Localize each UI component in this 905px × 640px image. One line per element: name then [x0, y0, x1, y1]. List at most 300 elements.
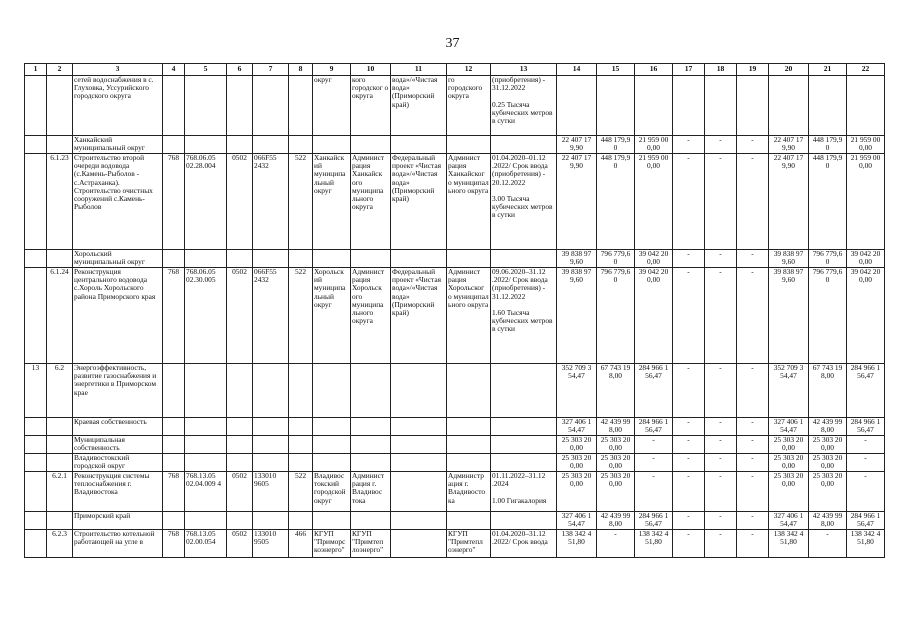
table-cell [289, 418, 313, 436]
table-cell: 67 743 19 8,00 [597, 364, 635, 418]
table-cell: КГУП "Приморс коэнерго" [313, 530, 351, 558]
table-cell: - [737, 136, 769, 154]
table-cell: - [737, 454, 769, 472]
table-row [25, 76, 885, 136]
col-header: 20 [769, 64, 809, 76]
table-cell: 09.06.2020–31.12 .2022/ Срок ввода (приобретения) - 31.12.2022 1.60 Тысяча кубических метров в сутки [491, 268, 557, 364]
table-cell: - [737, 512, 769, 530]
col-header: 3 [73, 64, 163, 76]
table-cell: 6.1.23 [47, 154, 73, 250]
table-cell: 0502 [227, 154, 253, 250]
header-row [25, 64, 885, 76]
table-cell: 768.13.05 02.00.054 [185, 530, 227, 558]
table-cell [25, 154, 47, 250]
table-cell: 284 966 1 56,47 [847, 364, 885, 418]
table-cell: Приморский край [73, 512, 163, 530]
table-cell: - [673, 512, 705, 530]
table-cell: Админист рация Хорольск ого муниципа льного округа [351, 268, 391, 364]
table-cell [447, 418, 491, 436]
table-cell [185, 454, 227, 472]
table-cell [391, 136, 447, 154]
col-header: 18 [705, 64, 737, 76]
table-cell [447, 250, 491, 268]
table-cell [227, 364, 253, 418]
table-cell [447, 512, 491, 530]
table-cell [447, 454, 491, 472]
table-cell: 6.2.3 [47, 530, 73, 558]
table-cell [351, 436, 391, 454]
table-cell [391, 250, 447, 268]
table-cell [313, 512, 351, 530]
table-cell [163, 418, 185, 436]
table-cell: - [673, 418, 705, 436]
table-cell: 768.13.05 02.04.009 4 [185, 472, 227, 512]
table-cell: 352 709 3 54,47 [769, 364, 809, 418]
table-cell: 6.2.1 [47, 472, 73, 512]
table-cell: 39 042 20 0,00 [635, 250, 673, 268]
table-row [25, 418, 885, 436]
table-row [25, 512, 885, 530]
table-cell: 13 [25, 364, 47, 418]
table-cell [163, 136, 185, 154]
table-cell [25, 268, 47, 364]
table-cell: вода»/«Чистая вода» (Приморский край) [391, 76, 447, 136]
table-cell: го городского округа [447, 76, 491, 136]
table-cell [47, 418, 73, 436]
col-header: 7 [253, 64, 289, 76]
col-header: 19 [737, 64, 769, 76]
col-header: 21 [809, 64, 847, 76]
table-cell: - [705, 436, 737, 454]
table-cell [391, 530, 447, 558]
table-cell [289, 364, 313, 418]
table-cell: 768 [163, 268, 185, 364]
table-cell: - [705, 154, 737, 250]
table-cell [47, 250, 73, 268]
table-cell [391, 436, 447, 454]
table-cell [25, 76, 47, 136]
table-cell [769, 76, 809, 136]
table-cell [253, 436, 289, 454]
table-cell: 466 [289, 530, 313, 558]
table-cell: 448 179,9 0 [809, 136, 847, 154]
table-cell: Админист рация Ханкайск ого муниципа льного округа [351, 154, 391, 250]
col-header: 1 [25, 64, 47, 76]
table-cell: 796 779,6 0 [597, 268, 635, 364]
table-cell [491, 250, 557, 268]
table-cell: 39 838 97 9,60 [769, 250, 809, 268]
table-cell: - [673, 530, 705, 558]
table-cell [227, 512, 253, 530]
table-cell: 796 779,6 0 [597, 250, 635, 268]
table-cell: Реконструкция системы теплоснабжения г. Владивостока [73, 472, 163, 512]
table-cell [227, 418, 253, 436]
table-cell [253, 364, 289, 418]
table-cell: 327 406 1 54,47 [557, 418, 597, 436]
table-cell [227, 454, 253, 472]
table-cell [25, 530, 47, 558]
table-cell: 39 042 20 0,00 [847, 268, 885, 364]
table-cell [289, 136, 313, 154]
table-cell: - [705, 472, 737, 512]
table-cell [447, 136, 491, 154]
table-cell: 768 [163, 530, 185, 558]
table-cell: - [705, 512, 737, 530]
table-cell: Администр ация г. Владивосто ка [447, 472, 491, 512]
table-cell: Реконструкция центрального водовода с.Хороль Хорольского района Приморского края [73, 268, 163, 364]
table-cell: Ханкайский муниципальный округ [73, 136, 163, 154]
table-cell [351, 512, 391, 530]
table-cell [163, 76, 185, 136]
table-cell: Строительство второй очереди водовода (с.Камень-Рыболов - с.Астраханка). Строительство очистных сооружений с.Камень-Рыболов [73, 154, 163, 250]
col-header: 5 [185, 64, 227, 76]
table-cell: Владивос токский городской округ [313, 472, 351, 512]
table-cell: - [673, 436, 705, 454]
table-cell: Краевая собственность [73, 418, 163, 436]
table-row [25, 530, 885, 558]
table-cell: 138 342 4 51,80 [769, 530, 809, 558]
col-header: 22 [847, 64, 885, 76]
table-cell: - [737, 364, 769, 418]
table-cell: - [737, 436, 769, 454]
table-cell: - [673, 364, 705, 418]
table-row [25, 436, 885, 454]
table-cell [289, 512, 313, 530]
table-cell [447, 436, 491, 454]
col-header: 10 [351, 64, 391, 76]
table-cell [491, 454, 557, 472]
table-cell: 67 743 19 8,00 [809, 364, 847, 418]
table-cell: Хорольск ий муниципа льный округ [313, 268, 351, 364]
table-cell [491, 364, 557, 418]
table-cell [351, 418, 391, 436]
table-cell: Федеральный проект «Чистая вода»/«Чистая вода» (Приморский край) [391, 268, 447, 364]
table-cell: 01.04.2020–01.12 .2022/ Срок ввода (приобретения) - 20.12.2022 3.00 Тысяча кубических метров в сутки [491, 154, 557, 250]
table-cell: 138 342 4 51,80 [847, 530, 885, 558]
table-cell [163, 454, 185, 472]
table-cell: 39 838 97 9,60 [557, 250, 597, 268]
table-cell [289, 76, 313, 136]
table-cell: 522 [289, 154, 313, 250]
table-cell [313, 418, 351, 436]
table-cell [47, 512, 73, 530]
table-cell: 21 959 00 0,00 [635, 136, 673, 154]
table-cell: 21 959 00 0,00 [635, 154, 673, 250]
table-cell [25, 512, 47, 530]
table-cell: - [705, 268, 737, 364]
table-cell [253, 250, 289, 268]
table-cell: 448 179,9 0 [597, 136, 635, 154]
table-cell: 22 407 17 9,90 [557, 136, 597, 154]
col-header: 4 [163, 64, 185, 76]
table-cell: 327 406 1 54,47 [769, 512, 809, 530]
table-cell: 42 439 99 8,00 [809, 418, 847, 436]
table-cell: 25 303 20 0,00 [557, 436, 597, 454]
table-cell [227, 76, 253, 136]
table-cell: - [737, 472, 769, 512]
table-cell [809, 76, 847, 136]
table-cell [25, 436, 47, 454]
table-cell [253, 136, 289, 154]
table-cell: 284 966 1 56,47 [635, 364, 673, 418]
table-cell [351, 136, 391, 154]
table-cell [25, 418, 47, 436]
col-header: 12 [447, 64, 491, 76]
table-cell [351, 364, 391, 418]
table-cell: 352 709 3 54,47 [557, 364, 597, 418]
table-cell: 448 179,9 0 [809, 154, 847, 250]
table-cell [491, 136, 557, 154]
table-cell: 25 303 20 0,00 [597, 436, 635, 454]
table-cell [313, 250, 351, 268]
table-cell [253, 512, 289, 530]
table-cell: 21 959 00 0,00 [847, 154, 885, 250]
table-cell [185, 136, 227, 154]
table-cell: сетей водоснабжения в с. Глуховка, Уссурийского городского округа [73, 76, 163, 136]
col-header: 17 [673, 64, 705, 76]
table-cell: 39 838 97 9,60 [769, 268, 809, 364]
table-row [25, 136, 885, 154]
table-cell [163, 436, 185, 454]
table-cell [351, 454, 391, 472]
table-cell [447, 364, 491, 418]
table-cell [391, 512, 447, 530]
table-cell: 25 303 20 0,00 [557, 454, 597, 472]
table-cell: 284 966 1 56,47 [847, 418, 885, 436]
table-cell: 0502 [227, 530, 253, 558]
table-cell [185, 512, 227, 530]
table-cell: (приобретения) - 31.12.2022 0.25 Тысяча кубических метров в сутки [491, 76, 557, 136]
table-row [25, 268, 885, 364]
table-cell: 133010 9605 [253, 472, 289, 512]
table-cell [705, 76, 737, 136]
table-cell [47, 136, 73, 154]
table-cell: - [705, 364, 737, 418]
table-cell: - [705, 136, 737, 154]
table-cell [391, 418, 447, 436]
table-cell: Админист рация Хорольског о муниципал ьного округа [447, 268, 491, 364]
table-cell: 284 966 1 56,47 [635, 418, 673, 436]
table-cell: 768.06.05 02.30.005 [185, 268, 227, 364]
table-cell: - [635, 472, 673, 512]
table-cell: 25 303 20 0,00 [597, 472, 635, 512]
table-cell [289, 250, 313, 268]
table-cell: - [673, 268, 705, 364]
table-cell: 327 406 1 54,47 [557, 512, 597, 530]
table-cell: кого городског о округа [351, 76, 391, 136]
table-cell: - [847, 472, 885, 512]
table-cell [47, 454, 73, 472]
table-cell: - [809, 530, 847, 558]
col-header: 8 [289, 64, 313, 76]
table-cell: 768 [163, 154, 185, 250]
table-cell [313, 136, 351, 154]
table-cell: 01.11.2022–31.12 .2024 1.00 Гигакалория [491, 472, 557, 512]
table-cell: - [673, 136, 705, 154]
table-cell: Муниципальная собственность [73, 436, 163, 454]
table-cell [351, 250, 391, 268]
table-cell [391, 454, 447, 472]
table-cell: 138 342 4 51,80 [635, 530, 673, 558]
col-header: 14 [557, 64, 597, 76]
table-cell: 768 [163, 472, 185, 512]
table-cell [253, 454, 289, 472]
table-cell: 066F55 2432 [253, 154, 289, 250]
table-cell: 39 838 97 9,60 [557, 268, 597, 364]
table-cell: - [705, 530, 737, 558]
table-cell [185, 76, 227, 136]
table-cell: 25 303 20 0,00 [597, 454, 635, 472]
table-cell: - [673, 154, 705, 250]
table-cell [289, 436, 313, 454]
table-cell [227, 250, 253, 268]
table-cell [313, 436, 351, 454]
table-cell: - [673, 250, 705, 268]
table-cell [391, 364, 447, 418]
col-header: 2 [47, 64, 73, 76]
table-cell [253, 418, 289, 436]
col-header: 16 [635, 64, 673, 76]
table-cell: КГУП "Примтепл оэнерго" [447, 530, 491, 558]
table-cell [253, 76, 289, 136]
table-cell: - [705, 418, 737, 436]
table-cell: Энергоэффективность, развитие газоснабжения и энергетики в Приморском крае [73, 364, 163, 418]
table-cell: Админист рация Ханкайског о муниципал ьного округа [447, 154, 491, 250]
table-cell: - [705, 454, 737, 472]
table-cell [185, 250, 227, 268]
table-cell: 42 439 99 8,00 [597, 512, 635, 530]
table-cell: 796 779,6 0 [809, 268, 847, 364]
table-cell: - [635, 454, 673, 472]
table-cell: 138 342 4 51,80 [557, 530, 597, 558]
table-cell: 0502 [227, 472, 253, 512]
table-cell: - [737, 418, 769, 436]
table-cell [185, 436, 227, 454]
table-cell: 6.1.24 [47, 268, 73, 364]
table-cell: 39 042 20 0,00 [847, 250, 885, 268]
table-cell [47, 436, 73, 454]
col-header: 6 [227, 64, 253, 76]
table-cell: Федеральный проект «Чистая вода»/«Чистая вода» (Приморский край) [391, 154, 447, 250]
table-row [25, 472, 885, 512]
table-cell [491, 436, 557, 454]
table-cell: - [705, 250, 737, 268]
table-cell [289, 454, 313, 472]
table-cell [673, 76, 705, 136]
table-cell: Владивостокский городской округ [73, 454, 163, 472]
table-row [25, 250, 885, 268]
table-cell: 6.2 [47, 364, 73, 418]
table-cell [163, 250, 185, 268]
table-cell: - [673, 472, 705, 512]
table-cell: - [737, 154, 769, 250]
table-cell [47, 76, 73, 136]
table-cell [25, 250, 47, 268]
table-cell: 448 179,9 0 [597, 154, 635, 250]
col-header: 13 [491, 64, 557, 76]
table-cell [491, 418, 557, 436]
investment-table [24, 63, 885, 558]
table-cell: КГУП "Примтеп лоэнерго" [351, 530, 391, 558]
table-cell: 284 966 1 56,47 [847, 512, 885, 530]
table-cell: 22 407 17 9,90 [769, 136, 809, 154]
table-cell [25, 454, 47, 472]
table-cell: 42 439 99 8,00 [597, 418, 635, 436]
table-cell: - [737, 530, 769, 558]
table-cell: 284 966 1 56,47 [635, 512, 673, 530]
table-cell: округ [313, 76, 351, 136]
table-cell: - [847, 436, 885, 454]
table-cell [313, 454, 351, 472]
table-cell: 25 303 20 0,00 [809, 472, 847, 512]
table-cell: - [597, 530, 635, 558]
page-number: 37 [445, 36, 460, 51]
table-cell: Админист рация г. Владивос тока [351, 472, 391, 512]
col-header: 11 [391, 64, 447, 76]
table-cell: 796 779,6 0 [809, 250, 847, 268]
table-row [25, 154, 885, 250]
table-cell: 25 303 20 0,00 [769, 472, 809, 512]
table-cell [185, 364, 227, 418]
table-cell: Строительство котельной работающей на угле в [73, 530, 163, 558]
table-cell: - [673, 454, 705, 472]
table-cell: - [635, 436, 673, 454]
table-cell [25, 472, 47, 512]
table-cell: 768.06.05 02.28.004 [185, 154, 227, 250]
col-header: 9 [313, 64, 351, 76]
table-cell: 25 303 20 0,00 [557, 472, 597, 512]
table-cell [163, 364, 185, 418]
table-cell: 522 [289, 472, 313, 512]
table-cell: 21 959 00 0,00 [847, 136, 885, 154]
table-cell: 39 042 20 0,00 [635, 268, 673, 364]
table-cell [597, 76, 635, 136]
table-cell [313, 364, 351, 418]
col-header: 15 [597, 64, 635, 76]
table-cell [185, 418, 227, 436]
table-cell [557, 76, 597, 136]
table-cell: 01.04.2020–31.12 .2022/ Срок ввода [491, 530, 557, 558]
table-cell: 133010 9505 [253, 530, 289, 558]
table-cell: 522 [289, 268, 313, 364]
table-cell: Ханкайск ий муниципа льный округ [313, 154, 351, 250]
table-cell: Хорольский муниципальный округ [73, 250, 163, 268]
table-cell [391, 472, 447, 512]
table-cell [491, 512, 557, 530]
table-cell: 327 406 1 54,47 [769, 418, 809, 436]
table-cell: 22 407 17 9,90 [769, 154, 809, 250]
table-cell: 0502 [227, 268, 253, 364]
table-cell: 22 407 17 9,90 [557, 154, 597, 250]
table-cell: 25 303 20 0,00 [809, 454, 847, 472]
table-cell [227, 136, 253, 154]
table-cell: - [737, 268, 769, 364]
table-cell: - [737, 250, 769, 268]
table-cell [737, 76, 769, 136]
table-row [25, 454, 885, 472]
table-cell: - [847, 454, 885, 472]
table-cell: 42 439 99 8,00 [809, 512, 847, 530]
table-cell: 25 303 20 0,00 [809, 436, 847, 454]
table-cell: 066F55 2432 [253, 268, 289, 364]
table-cell [635, 76, 673, 136]
table-cell [227, 436, 253, 454]
table-cell: 25 303 20 0,00 [769, 436, 809, 454]
table-cell [25, 136, 47, 154]
table-cell [163, 512, 185, 530]
table-row [25, 364, 885, 418]
table-cell [847, 76, 885, 136]
